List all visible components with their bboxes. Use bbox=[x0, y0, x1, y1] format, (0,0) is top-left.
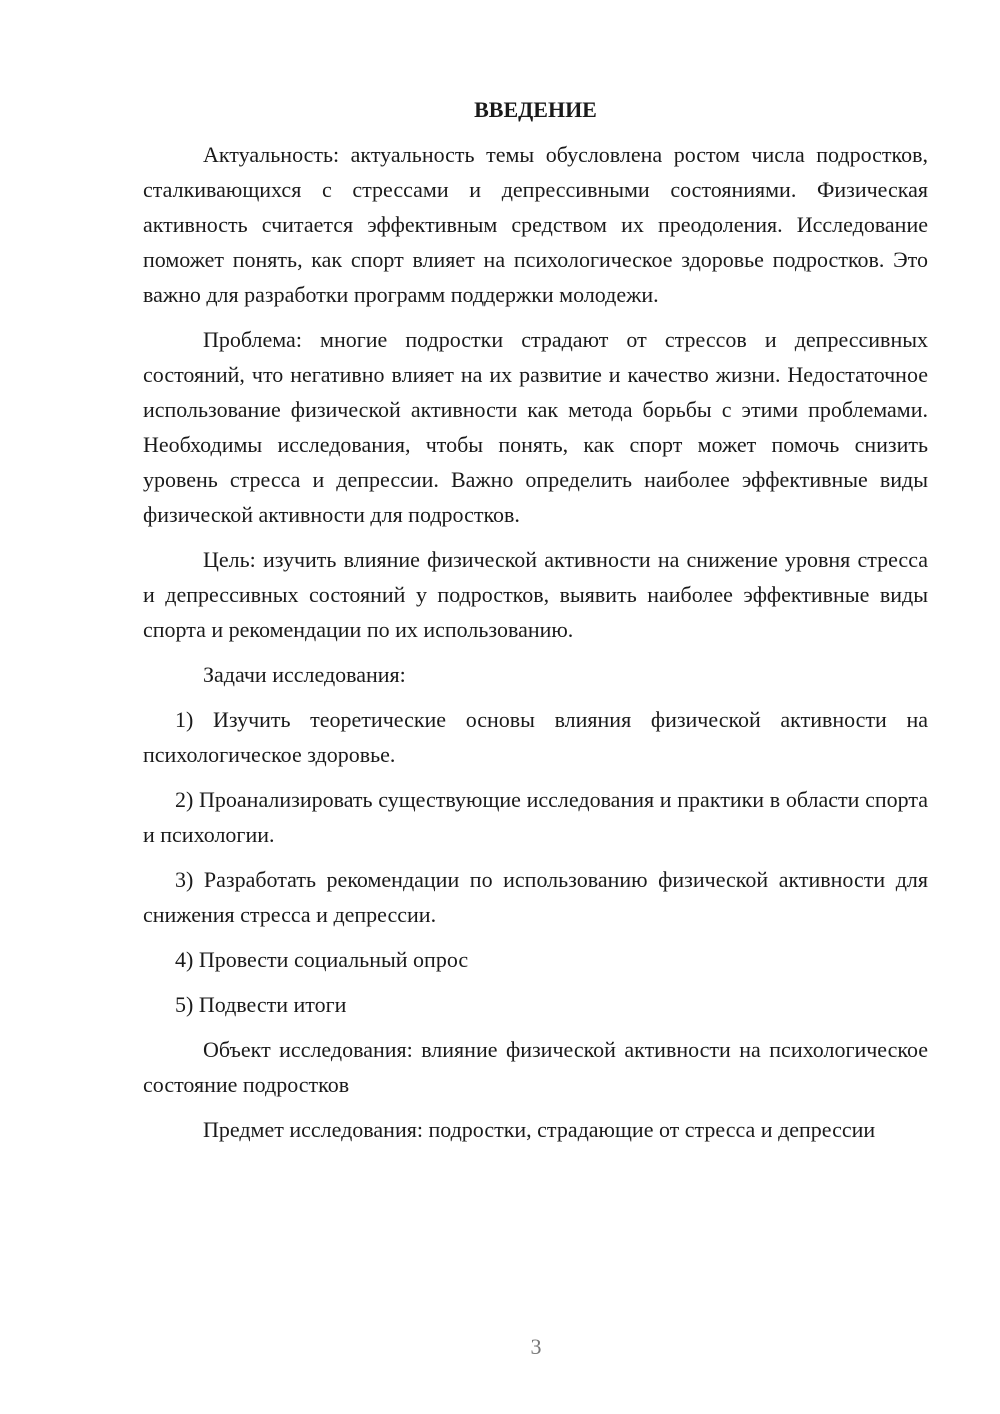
page-title: ВВЕДЕНИЕ bbox=[474, 97, 597, 122]
task-item-4: 4) Провести социальный опрос bbox=[175, 947, 469, 972]
task-item-1: 1) Изучить теоретические основы влияния физической активности на психологическое здоровье. bbox=[143, 707, 928, 767]
task-item-2: 2) Проанализировать существующие исследования и практики в области спорта и психологии. bbox=[143, 787, 928, 847]
page-number: 3 bbox=[530, 1334, 542, 1359]
task-item-3: 3) Разработать рекомендации по использованию физической активности для снижения стресса и депрессии. bbox=[143, 867, 928, 927]
paragraph-goal: Цель: изучить влияние физической активности на снижение уровня стресса и депрессивных состояний у подростков, выявить наиболее эффективные виды спорта и рекомендации по их использованию. bbox=[143, 547, 928, 642]
paragraph-object: Объект исследования: влияние физической активности на психологическое состояние подростков bbox=[143, 1037, 928, 1097]
task-item-5: 5) Подвести итоги bbox=[175, 992, 347, 1017]
paragraph-problem: Проблема: многие подростки страдают от стрессов и депрессивных состояний, что негативно влияет на их развитие и качество жизни. Недостаточное использование физической активности как метода борьбы с этими проблемами. Необходимы исследования, чтобы понять, как спорт может помочь снизить уровень стресса и депрессии. Важно определить наиболее эффективные виды физической активности для подростков. bbox=[143, 327, 928, 527]
tasks-heading: Задачи исследования: bbox=[203, 662, 406, 687]
paragraph-relevance: Актуальность: актуальность темы обусловлена ростом числа подростков, сталкивающихся с стрессами и депрессивными состояниями. Физическая активность считается эффективным средством их преодоления. Исследование поможет понять, как спорт влияет на психологическое здоровье подростков. Это важно для разработки программ поддержки молодежи. bbox=[143, 142, 928, 307]
paragraph-subject: Предмет исследования: подростки, страдающие от стресса и депрессии bbox=[203, 1117, 876, 1142]
document-page bbox=[143, 92, 928, 1147]
